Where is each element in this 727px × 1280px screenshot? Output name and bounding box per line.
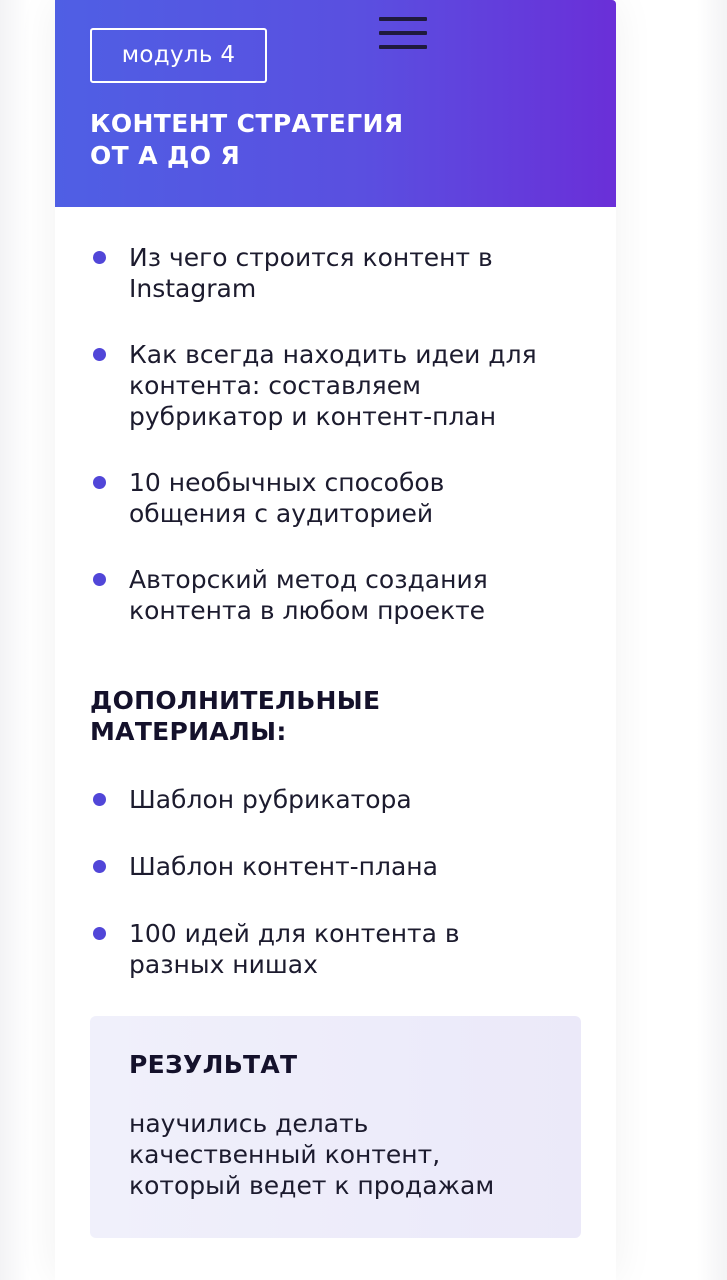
- list-item-text: Как всегда находить идеи для контента: составляем рубрикатор и контент-план: [129, 340, 537, 431]
- result-text: научились делать качественный контент, который ведет к продажам: [129, 1109, 495, 1200]
- list-item-text: Шаблон рубрикатора: [129, 785, 412, 814]
- materials-heading-line-2: МАТЕРИАЛЫ:: [90, 717, 287, 746]
- bullet-dot-icon: [93, 927, 106, 940]
- module-card: [55, 0, 616, 1280]
- menu-bar: [379, 17, 427, 21]
- list-item: [90, 467, 550, 529]
- list-item: [90, 339, 550, 432]
- module-header: [55, 0, 616, 207]
- list-item: [90, 564, 550, 626]
- module-badge: модуль 4: [90, 28, 267, 83]
- list-item-text: Авторский метод создания контента в любом проекте: [129, 565, 488, 625]
- bullet-dot-icon: [93, 573, 106, 586]
- bullet-dot-icon: [93, 251, 106, 264]
- list-item-text: 100 идей для контента в разных нишах: [129, 919, 460, 979]
- bullet-dot-icon: [93, 860, 106, 873]
- topics-list: [90, 242, 550, 661]
- menu-bar: [379, 45, 427, 49]
- materials-list: [90, 784, 550, 1016]
- list-item: [90, 851, 550, 882]
- module-title-line-1: КОНТЕНТ СТРАТЕГИЯ: [90, 109, 404, 138]
- list-item: [90, 784, 550, 815]
- menu-bar: [379, 31, 427, 35]
- bullet-dot-icon: [93, 476, 106, 489]
- module-title-line-2: ОТ А ДО Я: [90, 141, 241, 170]
- materials-heading: [90, 685, 570, 747]
- list-item-text: Из чего строится контент в Instagram: [129, 243, 493, 303]
- list-item: [90, 918, 550, 980]
- materials-heading-line-1: ДОПОЛНИТЕЛЬНЫЕ: [90, 686, 381, 715]
- bullet-dot-icon: [93, 348, 106, 361]
- list-item-text: Шаблон контент-плана: [129, 852, 438, 881]
- list-item: [90, 242, 550, 304]
- result-title: РЕЗУЛЬТАТ: [129, 1050, 298, 1079]
- list-item-text: 10 необычных способов общения с аудиторией: [129, 468, 445, 528]
- result-box: [90, 1016, 581, 1238]
- module-title: [90, 108, 510, 172]
- hamburger-menu-icon[interactable]: [377, 14, 429, 54]
- bullet-dot-icon: [93, 793, 106, 806]
